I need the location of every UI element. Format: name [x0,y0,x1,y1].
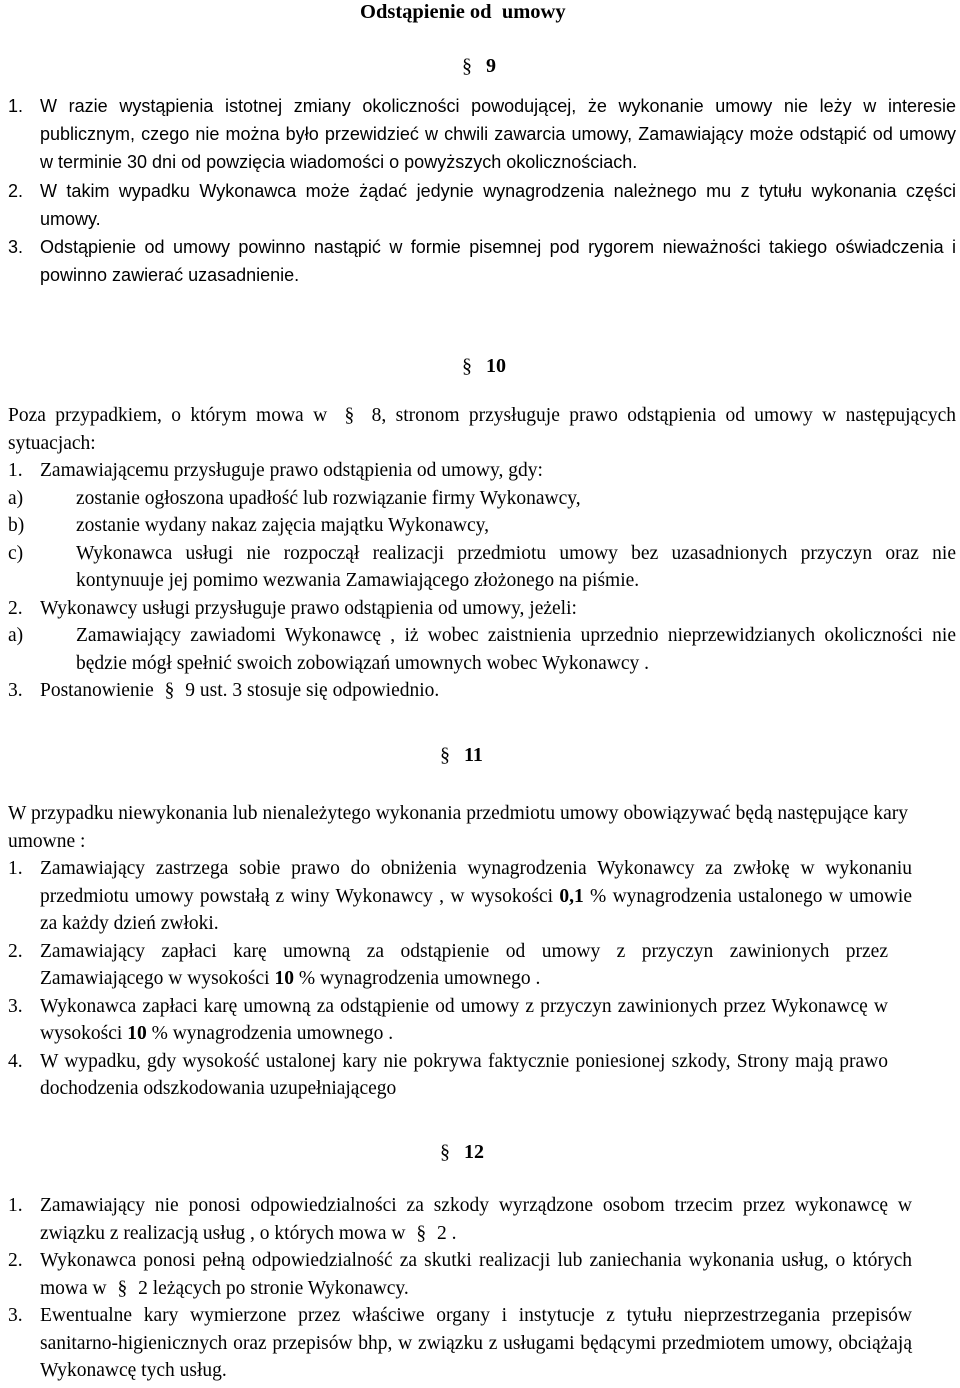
section-heading-11 [440,741,483,769]
paragraph-sign: § [440,744,450,766]
list-item: 3. Postanowienie § 9 ust. 3 stosuje się odpowiednio. [8,680,440,701]
list-item: 1. Zamawiający nie ponosi odpowiedzialności za szkody wyrządzone osobom trzecim przez wykonawcę w związku z realizacją usług , o których mowa w § 2 . [8,1195,912,1244]
section-heading-12 [440,1138,484,1166]
list-item: 4. W wypadku, gdy wysokość ustalonej kary nie pokrywa faktycznie poniesionej szkody, Strony mają prawo dochodzenia odszkodowania uzupełniającego [8,1050,888,1099]
section-heading-9 [462,52,496,80]
list-item: 2. W takim wypadku Wykonawca może żądać jedynie wynagrodzenia należnego mu z tytułu wykonania części umowy. [8,180,956,229]
section-number: 10 [486,355,506,377]
sub-item: a) zostanie ogłoszona upadłość lub rozwiązanie firmy Wykonawcy, [8,487,581,509]
document-title: Odstąpienie od umowy [360,1,566,23]
list-item: 2. Zamawiający zapłaci karę umowną za odstąpienie od umowy z przyczyn zawinionych przez Zamawiającego w wysokości 10 % wynagrodzenia umownego . [8,940,888,989]
section-number: 9 [486,55,496,77]
sub-item: b) zostanie wydany nakaz zajęcia majątku Wykonawcy, [8,515,490,536]
list-item: 1. Zamawiającemu przysługuje prawo odstąpienia od umowy, gdy: [8,460,543,481]
list-item: 3. Odstąpienie od umowy powinno nastąpić w formie pisemnej pod rygorem nieważności takiego oświadczenia i powinno zawierać uzasadnienie. [8,237,956,286]
list-item: 1. W razie wystąpienia istotnej zmiany okoliczności powodującej, że wykonanie umowy nie leży w interesie publicznym, czego nie można było przewidzieć w chwili zawarcia umowy, Zamawiający może odstąpić od umowy w terminie 30 dni od powzięcia wiadomości o powyższych okolicznościach. [8,96,956,173]
paragraph-sign: § [440,1141,450,1163]
sub-item: c) Wykonawca usługi nie rozpoczął realizacji przedmiotu umowy bez uzasadnionych przyczyn oraz nie kontynuuje jej pomimo wezwania Zamawiającego złożonego na piśmie. [8,542,956,591]
section-10-body [8,402,956,705]
section-intro: Poza przypadkiem, o którym mowa w § 8, stronom przysługuje prawo odstąpienia od umowy w następujących sytuacjach: [8,405,957,454]
list-item: 2. Wykonawca ponosi pełną odpowiedzialność za skutki realizacji lub zaniechania wykonania usług, o których mowa w § 2 leżących po stronie Wykonawcy. [8,1250,912,1299]
sub-item: a) Zamawiający zawiadomi Wykonawcę , iż wobec zaistnienia uprzednio nieprzewidzianych okoliczności nie będzie mógł spełnić swoich zobowiązań umownych wobec Wykonawcy . [8,625,956,674]
section-number: 12 [464,1141,484,1163]
section-12-body [8,1192,956,1385]
list-item: 3. Ewentualne kary wymierzone przez właściwe organy i instytucje z tytułu nieprzestrzegania przepisów sanitarno-higienicznych oraz przepisów bhp, w związku z usługami będącymi przedmiotem umowy, obciążają Wykonawcę tych usług. [8,1305,912,1381]
section-9-body [8,92,956,289]
paragraph-sign: § [462,355,472,377]
section-heading-10 [462,352,506,380]
list-item: 3. Wykonawca zapłaci karę umowną za odstąpienie od umowy z przyczyn zawinionych przez Wykonawcę w wysokości 10 % wynagrodzenia umownego . [8,995,888,1044]
paragraph-sign: § [462,55,472,77]
section-intro: W przypadku niewykonania lub nienależytego wykonania przedmiotu umowy obowiązywać będą następujące kary umowne : [8,803,908,852]
section-number: 11 [464,744,483,766]
list-item: 1. Zamawiający zastrzega sobie prawo do obniżenia wynagrodzenia Wykonawcy za zwłokę w wykonaniu przedmiotu umowy powstałą z winy Wykonawcy , w wysokości 0,1 % wynagrodzenia ustalonego w umowie za każdy dzień zwłoki. [8,858,913,934]
list-item: 2. Wykonawcy usługi przysługuje prawo odstąpienia od umowy, jeżeli: [8,597,577,619]
section-11-body [8,800,956,1103]
